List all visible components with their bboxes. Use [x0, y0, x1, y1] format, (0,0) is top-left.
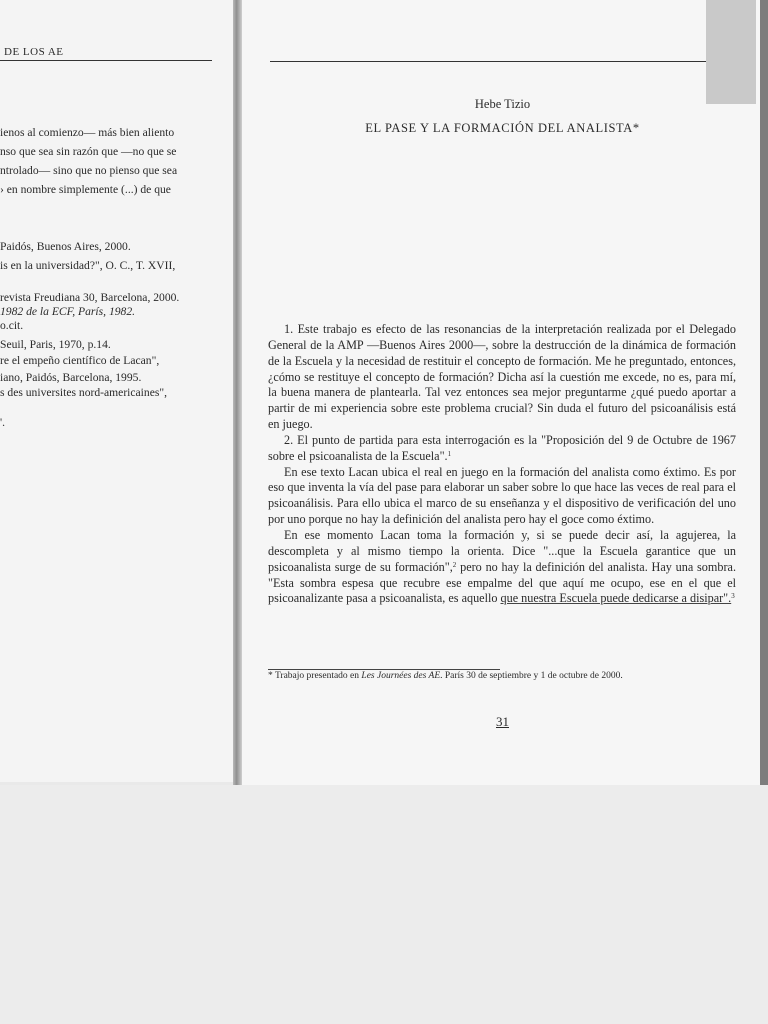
paragraph [268, 465, 736, 528]
footnote-title: Les Journées des AE [361, 671, 441, 681]
left-note-line: '. [0, 416, 5, 429]
left-note-line: Paidós, Buenos Aires, 2000. [0, 240, 131, 253]
right-page [242, 0, 763, 785]
body-text [268, 322, 736, 607]
page-tab [706, 0, 756, 104]
paragraph-text: que nuestra Escuela puede dedicarse a disipar". [500, 591, 732, 606]
footnote-rule [268, 669, 500, 670]
page-number: 31 [496, 714, 509, 729]
header-rule [0, 60, 212, 61]
book-gutter [233, 0, 242, 785]
paragraph-text: pero no hay la definición del analista. Hay una sombra. "Esta sombra espesa que recubre ese empalme del que aquí me ocupo, ese en el que el psicoanalizante pasa a psicoanalista, es aquello [268, 559, 736, 606]
paragraph-text: 2. El punto de partida para esta interrogación es la "Proposición del 9 de Octubre de 1967 sobre el psicoanalista de la Escuela". [268, 432, 736, 463]
left-text-line: ienos al comienzo— más bien aliento [0, 126, 175, 139]
left-note-line: re el empeño científico de Lacan", [0, 354, 160, 367]
paragraph [268, 433, 736, 465]
paragraph [268, 322, 736, 433]
left-text-line: ntrolado— sino que no pienso que sea [0, 164, 178, 177]
left-note-line: 1982 de la ECF, París, 1982. [0, 305, 136, 318]
left-note-line: o.cit. [0, 319, 24, 332]
scanner-background [0, 785, 768, 1024]
chapter-title: EL PASE Y LA FORMACIÓN DEL ANALISTA* [365, 121, 640, 135]
running-header: DE LOS AE [4, 46, 64, 58]
note-ref: 1 [447, 449, 452, 458]
paragraph-text: En ese texto Lacan ubica el real en juego en la formación del analista como éxtimo. Es por eso que inventa la vía del pase para elaborar un saber sobre lo que hace las veces de real para el psicoanálisis. Para ello ubica el marco de su enseñanza y el dispositivo de verificación del uno por uno porque no hay la definición del analista pero hay el goce como éxtimo. [268, 464, 736, 527]
footnote-rest: . París 30 de septiembre y 1 de octubre de 2000. [440, 671, 623, 681]
note-ref: 2 [452, 560, 457, 569]
left-note-line: is en la universidad?", O. C., T. XVII, [0, 259, 176, 272]
left-note-line: revista Freudiana 30, Barcelona, 2000. [0, 291, 180, 304]
left-page [0, 0, 233, 782]
page-edge [760, 0, 768, 785]
left-text-line: nso que sea sin razón que —no que se [0, 145, 177, 158]
paragraph-text: 1. Este trabajo es efecto de las resonancias de la interpretación realizada por el Delegado General de la AMP —Buenos Aires 2000—, sobre la destrucción de la dinámica de formación de la Escuela y la necesidad de restituir el concepto de formación. Me he preguntado, entonces, ¿cómo se restituye el concepto de formación? Dicha así la cuestión me excede, no es, para mí, la buena manera de plantearla. Tal vez entonces sea mejor preguntarme ¿qué puedo aportar a partir de mi experiencia sobre este problema crucial? Sin duda el futuro del psicoanálisis está en juego. [268, 322, 736, 432]
paragraph [268, 528, 736, 607]
footnote-lead: * Trabajo presentado en [268, 671, 362, 681]
paragraph-text: En ese momento Lacan toma la formación y, si se puede decir así, la agujerea, la descompleta y al mismo tiempo la orienta. Dice "...que la Escuela garantice que un psicoanalista surge de su formación", [268, 527, 736, 574]
left-note-line: s des universites nord-americaines", [0, 386, 167, 399]
left-note-line: Seuil, Paris, 1970, p.14. [0, 338, 111, 351]
footnote [268, 671, 738, 681]
left-text-line: › en nombre simplemente (...) de que [0, 183, 171, 196]
left-note-line: iano, Paidós, Barcelona, 1995. [0, 371, 142, 384]
author-name: Hebe Tizio [474, 97, 531, 111]
header-rule [270, 61, 748, 62]
note-ref: 3 [731, 592, 735, 601]
